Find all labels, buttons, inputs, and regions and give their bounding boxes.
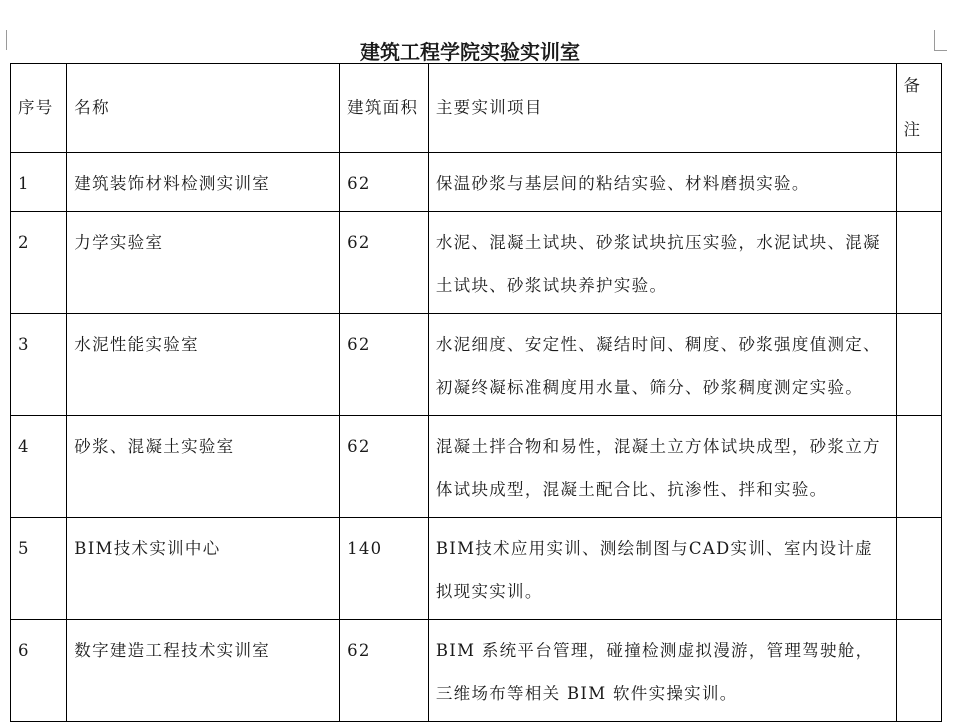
table-row <box>11 314 942 416</box>
row-area: 62 <box>340 153 429 212</box>
header-items: 主要实训项目 <box>428 64 896 153</box>
row-note <box>896 212 942 314</box>
table-row <box>11 416 942 518</box>
row-no: 1 <box>11 153 67 212</box>
table-row <box>11 212 942 314</box>
row-name: 数字建造工程技术实训室 <box>67 620 340 722</box>
row-items: 水泥细度、安定性、凝结时间、稠度、砂浆强度值测定、初凝终凝标准稠度用水量、筛分、砂浆稠度测定实验。 <box>428 314 896 416</box>
header-note: 备注 <box>896 64 942 153</box>
document-title: 建筑工程学院实验实训室 <box>360 40 580 64</box>
row-items: BIM 系统平台管理，碰撞检测虚拟漫游，管理驾驶舱，三维场布等相关 BIM 软件实操实训。 <box>428 620 896 722</box>
row-name: 力学实验室 <box>67 212 340 314</box>
table-row <box>11 153 942 212</box>
row-note <box>896 314 942 416</box>
table-header-row <box>11 64 942 153</box>
row-area: 140 <box>340 518 429 620</box>
row-note <box>896 620 942 722</box>
row-name: BIM技术实训中心 <box>67 518 340 620</box>
header-no: 序号 <box>11 64 67 153</box>
header-name: 名称 <box>67 64 340 153</box>
table-row <box>11 518 942 620</box>
row-no: 2 <box>11 212 67 314</box>
row-note <box>896 416 942 518</box>
row-note <box>896 518 942 620</box>
lab-table <box>10 63 942 722</box>
row-name: 砂浆、混凝土实验室 <box>67 416 340 518</box>
row-area: 62 <box>340 314 429 416</box>
row-no: 6 <box>11 620 67 722</box>
row-note <box>896 153 942 212</box>
row-name: 建筑装饰材料检测实训室 <box>67 153 340 212</box>
row-no: 3 <box>11 314 67 416</box>
row-area: 62 <box>340 212 429 314</box>
table-row <box>11 620 942 722</box>
row-name: 水泥性能实验室 <box>67 314 340 416</box>
row-area: 62 <box>340 416 429 518</box>
row-area: 62 <box>340 620 429 722</box>
row-items: BIM技术应用实训、测绘制图与CAD实训、室内设计虚拟现实实训。 <box>428 518 896 620</box>
row-items: 水泥、混凝土试块、砂浆试块抗压实验，水泥试块、混凝土试块、砂浆试块养护实验。 <box>428 212 896 314</box>
row-items: 混凝土拌合物和易性，混凝土立方体试块成型，砂浆立方体试块成型，混凝土配合比、抗渗性、拌和实验。 <box>428 416 896 518</box>
row-no: 5 <box>11 518 67 620</box>
header-area: 建筑面积 <box>340 64 429 153</box>
row-no: 4 <box>11 416 67 518</box>
row-items: 保温砂浆与基层间的粘结实验、材料磨损实验。 <box>428 153 896 212</box>
